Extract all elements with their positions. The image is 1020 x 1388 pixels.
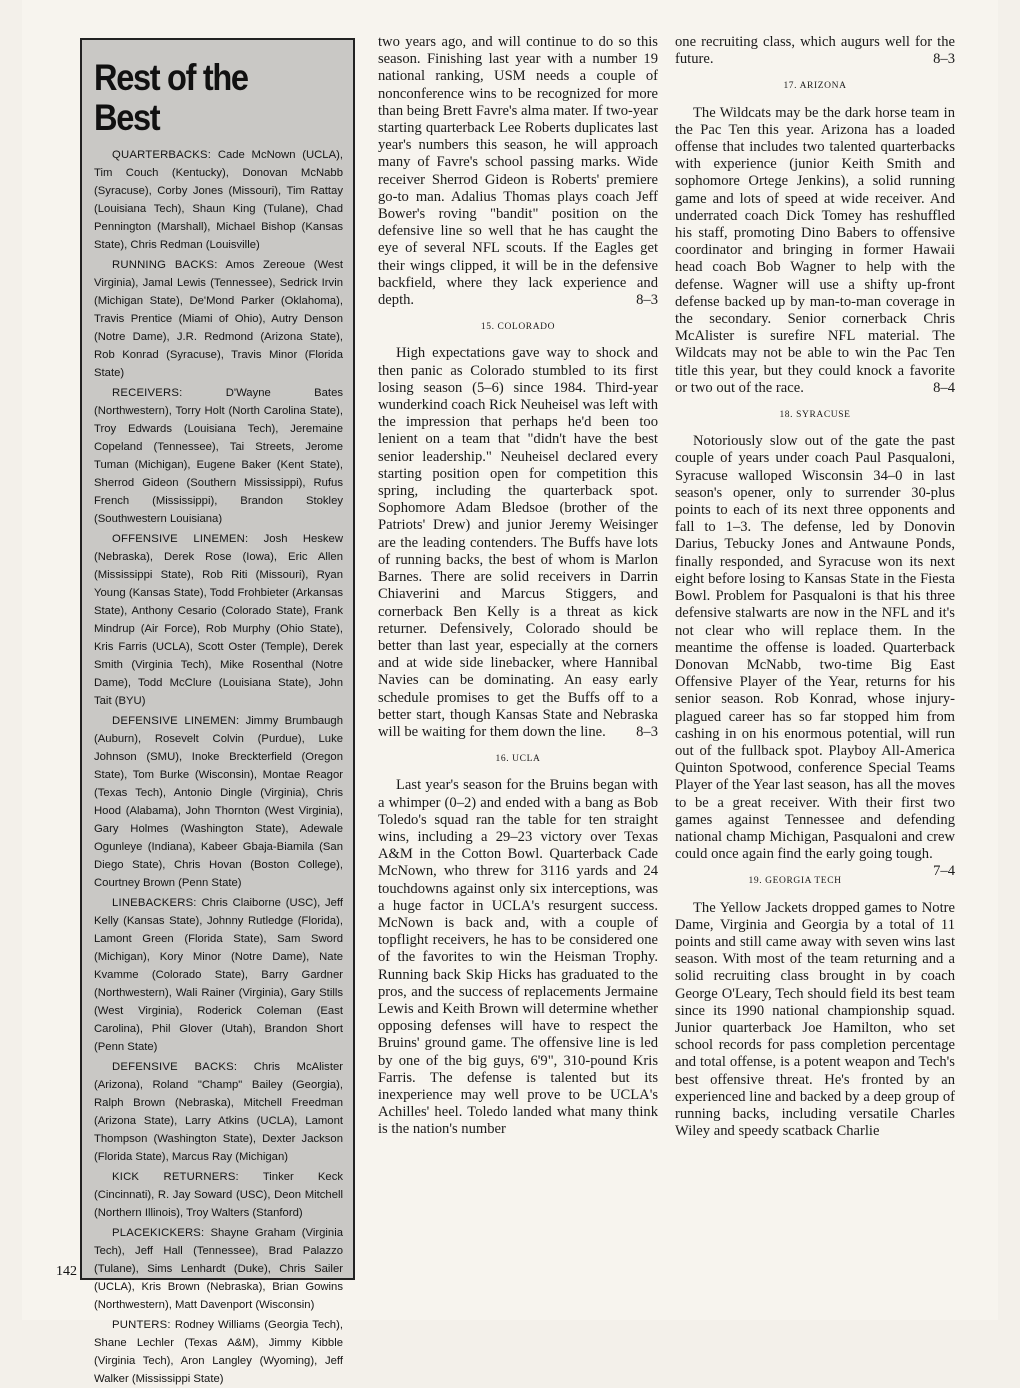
roster-players: Rodney Williams (Georgia Tech), Shane Lechler (Texas A&M), Jimmy Kibble (Virginia Tech), Aron Langley (Wyoming), Jeff Walker (Mississippi State): [94, 1319, 343, 1385]
arizona-paragraph: The Wildcats may be the dark horse team in the Pac Ten this year. Arizona has a loaded offense that includes two talented quarterbacks with experience (junior Keith Smith and sophomore Ortege Jenkins), a solid running game and lots of speed at wide receiver. And underrated coach Dick Tomey has reshuffled his staff, promoting Dino Babers to offensive coordinator and bringing in former Hawaii head coach Bob Wagner to help with the defense. Wagner will use a shifty up-front defense backed up by man-to-man coverage in the secondary. Senior cornerback Chris McAlister is surefire NFL material. The Wildcats may not be able to win the Pac Ten title this year, but they could knock a favorite or two out of the race. 8–4: [675, 104, 955, 396]
roster-players: D'Wayne Bates (Northwestern), Torry Holt (North Carolina State), Troy Edwards (Louisiana Tech), Jeremaine Copeland (Tennessee), Tai Streets, Jerome Tuman (Michigan), Eugene Baker (Kent State), Sherrod Gideon (Southern Mississippi), Rufus French (Mississippi), Brandon Stokley (Southwestern Louisiana): [94, 387, 343, 525]
syracuse-record: 7–4: [933, 863, 955, 880]
roster-players: Chris Claiborne (USC), Jeff Kelly (Kansas State), Johnny Rutledge (Florida), Lamont Green (Florida State), Sam Sword (Michigan), Kory Minor (Notre Dame), Nate Kvamme (Colorado State), Barry Gardner (Northwestern), Wali Rainer (Virginia), Gary Stills (West Virginia), Roderick Coleman (East Carolina), Phil Glover (Utah), Brandon Short (Penn State): [94, 897, 343, 1053]
sidebar-title: Rest of the Best: [94, 57, 248, 138]
article-column-2: [378, 34, 658, 1139]
colorado-record: 8–3: [636, 723, 658, 740]
georgia-tech-paragraph: The Yellow Jackets dropped games to Notre Dame, Virginia and Georgia by a total of 11 points and still came away with seven wins last season. With most of the team returning and a solid recruiting class brought in by coach George O'Leary, Tech should field its best team since its 1990 national championship squad. Junior quarterback Joe Hamilton, who set school records for pass completion percentage and total offense, is a potent weapon and Tech's best offensive threat. He's fronted by an experienced line and backed by a deep group of running backs, including versatile Charles Wiley and speedy scatback Charlie: [675, 899, 955, 1140]
colorado-paragraph: High expectations gave way to shock and then panic as Colorado stumbled to its first losing season (5–6) since 1984. Third-year wunderkind coach Rick Neuheisel was left with the impression that perhaps he'd been too lenient on a team that "didn't have the best senior leadership." Neuheisel declared every starting position open for competition this spring, including the quarterback spot. Sophomore Adam Bledsoe (brother of the Patriots' Drew) and junior Jeremy Weisinger are the leading contenders. The Buffs have lots of running backs, the best of whom is Marlon Barnes. There are solid receivers in Darrin Chiaverini and Marcus Stiggers, and cornerback Ben Kelly is a threat as kick returner. Defensively, Colorado should be better than last year, especially at the corners and at wide side linebacker, where Hannibal Navies can be dominating. An easy early schedule promises to get the Buffs off to a better start, though Kansas State and Nebraska will be waiting for them down the line. 8–3: [378, 345, 658, 740]
usm-record: 8–3: [636, 292, 658, 309]
syracuse-paragraph: Notoriously slow out of the gate the past couple of years under coach Paul Pasqualoni, Syracuse walloped Wisconsin 34–0 in last season's opener, only to surrender 30-plus points to each of its next three opponents and fall to 1–3. The defense, led by Donovin Darius, Tebucky Jones and Antwaune Ponds, finally responded, and Syracuse won its next eight before losing to Kansas State in the Fiesta Bowl. Problem for Pasqualoni is that his three defensive stalwarts are now in the NFL and it's not clear who will replace them. In the meantime the offense is loaded. Quarterback Donovan McNabb, two-time Big East Offensive Player of the Year, returns for his senior season. Rob Konrad, whose injury-plagued career has so far stopped him from cashing in on his enormous potential, will run out of the fullback spot. Playboy All-America Quinton Spotwood, conference Special Teams Player of the Year last season, has all the moves to be a great receiver. With their first two games against Tennessee and defending national champ Michigan, Pasqualoni and crew could once again find the early going tough. 7–4: [675, 433, 955, 880]
roster-position-label: OFFENSIVE LINEMEN:: [112, 533, 249, 545]
roster-players: Cade McNown (UCLA), Tim Couch (Kentucky), Donovan McNabb (Syracuse), Corby Jones (Missouri), Tim Rattay (Louisiana Tech), Shaun King (Tulane), Chad Pennington (Marshall), Michael Bishop (Kansas State), Chris Redman (Louisville): [94, 149, 344, 251]
article-column-3: [675, 34, 955, 1140]
roster-position-label: LINEBACKERS:: [112, 897, 197, 909]
arizona-record: 8–4: [933, 379, 955, 396]
roster-position-label: QUARTERBACKS:: [112, 149, 212, 161]
roster-section: [94, 384, 343, 528]
ucla-paragraph-cont: one recruiting class, which augurs well for the future. 8–3: [675, 34, 955, 68]
roster-section: [94, 1058, 343, 1166]
roster-players: Josh Heskew (Nebraska), Derek Rose (Iowa), Eric Allen (Mississippi State), Rob Riti (Missouri), Ryan Young (Kansas State), Todd Frohbieter (Arkansas State), Anthony Cesario (Colorado State), Frank Mindrup (Air Force), Rob Murphy (Ohio State), Kris Farris (UCLA), Scott Oster (Temple), Derek Smith (Virginia Tech), Mike Rosenthal (Notre Dame), Todd McClure (Louisiana State), John Tait (BYU): [94, 533, 344, 707]
roster-section: [94, 530, 343, 710]
ucla-paragraph: Last year's season for the Bruins began with a whimper (0–2) and ended with a bang as Bob Toledo's squad ran the table for ten straight wins, including a 29–23 victory over Texas A&M in the Cotton Bowl. Quarterback Cade McNown, who threw for 3116 yards and 24 touchdowns against only six interceptions, was a huge factor in UCLA's resurgent success. McNown is back and, with a couple of topflight receivers, he has to be considered one of the favorites to win the Heisman Trophy. Running back Skip Hicks has graduated to the pros, and the success of replacements Jermaine Lewis and Keith Brown will determine whether opposing defenses will have to respect the Bruins' ground game. The offensive line is led by one of the big guys, 6'9", 310-pound Kris Farris. The defense is talented but its inexperience may well prove to be UCLA's Achilles' heel. Toledo landed what many think is the nation's number: [378, 777, 658, 1138]
roster-position-label: RUNNING BACKS:: [112, 259, 218, 271]
roster-players: Chris McAlister (Arizona), Roland "Champ" Bailey (Georgia), Ralph Brown (Nebraska), Mitchell Freedman (Arizona State), Larry Atkins (UCLA), Lamont Thompson (Washington State), Dexter Jackson (Florida State), Marcus Ray (Michigan): [94, 1061, 343, 1163]
ucla-heading: 16. UCLA: [495, 754, 541, 765]
roster-position-label: DEFENSIVE BACKS:: [112, 1061, 238, 1073]
roster-section: [94, 1224, 343, 1314]
arizona-heading: 17. ARIZONA: [783, 81, 847, 92]
roster-list: [94, 146, 343, 1388]
roster-section: [94, 894, 343, 1056]
roster-section: [94, 712, 343, 892]
rest-of-the-best-sidebar: [80, 38, 355, 1385]
colorado-heading: 15. COLORADO: [480, 322, 556, 333]
roster-players: Jimmy Brumbaugh (Auburn), Rosevelt Colvin (Purdue), Luke Johnson (SMU), Inoke Breckterfield (Oregon State), Tom Burke (Wisconsin), Montae Reagor (Texas Tech), Antonio Dingle (Virginia), Chris Hood (Alabama), John Thornton (West Virginia), Gary Holmes (Washington State), Adewale Ogunleye (Indiana), Kabeer Gbaja-Biamila (San Diego State), Chris Hovan (Boston College), Courtney Brown (Penn State): [94, 715, 343, 889]
roster-section: [94, 1316, 343, 1388]
page-number: 142: [56, 1264, 77, 1279]
roster-position-label: KICK RETURNERS:: [112, 1171, 239, 1183]
roster-position-label: PUNTERS:: [112, 1319, 171, 1331]
roster-position-label: PLACEKICKERS:: [112, 1227, 205, 1239]
usm-paragraph: two years ago, and will continue to do so this season. Finishing last year with a number 19 national ranking, USM needs a couple of nonconference wins to be recognized for more than being Brett Favre's alma mater. If two-year starting quarterback Lee Roberts duplicates last year's numbers this season, he will approach many of Favre's school passing marks. Wide receiver Sherrod Gideon is Roberts' premiere go-to man. Adalius Thomas plays coach Jeff Bower's roving "bandit" position on the defensive line so well that he has caught the eye of several NFL scouts. If the Eagles get their wings clipped, it will be in the defensive backfield, where they lack experience and depth. 8–3: [378, 34, 658, 309]
roster-players: Shayne Graham (Virginia Tech), Jeff Hall (Tennessee), Brad Palazzo (Tulane), Sims Lenhardt (Duke), Chris Sailer (UCLA), Kris Brown (Nebraska), Brian Gowins (Northwestern), Matt Davenport (Wisconsin): [94, 1227, 344, 1311]
roster-position-label: RECEIVERS:: [112, 387, 183, 399]
roster-players: Amos Zereoue (West Virginia), Jamal Lewis (Tennessee), Sedrick Irvin (Michigan State), De'Mond Parker (Oklahoma), Travis Prentice (Miami of Ohio), Autry Denson (Notre Dame), J.R. Redmond (Arizona State), Rob Konrad (Syracuse), Travis Minor (Florida State): [94, 259, 343, 379]
roster-players: Tinker Keck (Cincinnati), R. Jay Soward (USC), Deon Mitchell (Northern Illinois), Troy Walters (Stanford): [94, 1171, 343, 1219]
georgia-tech-heading: 19. GEORGIA TECH: [748, 876, 842, 887]
roster-section: [94, 256, 343, 382]
roster-position-label: DEFENSIVE LINEMEN:: [112, 715, 240, 727]
ucla-record: 8–3: [933, 51, 955, 68]
syracuse-heading: 18. SYRACUSE: [779, 410, 851, 421]
roster-section: [94, 146, 343, 254]
roster-section: [94, 1168, 343, 1222]
